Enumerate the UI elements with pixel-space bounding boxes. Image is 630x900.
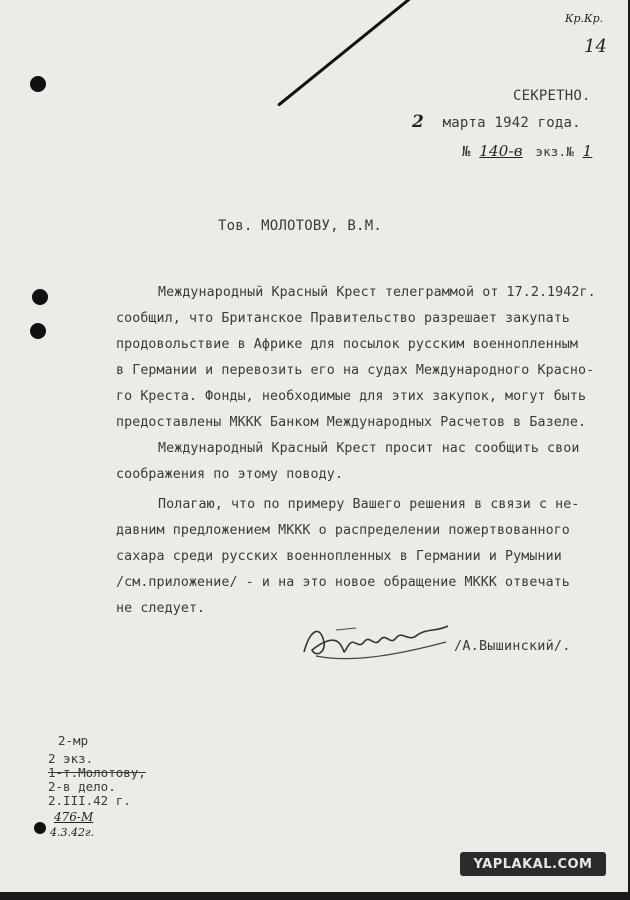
ref-copy-value: 1 bbox=[582, 142, 593, 160]
copy-recipient-2: 2-в дело. bbox=[48, 779, 116, 794]
document-date bbox=[412, 112, 581, 132]
date-rest: марта 1942 года. bbox=[442, 115, 581, 131]
classification-label: СЕКРЕТНО. bbox=[513, 88, 591, 104]
copy-recipient-1: 1-т.Молотову, bbox=[48, 765, 146, 780]
body-line: сахара среди русских военнопленных в Германии и Румынии bbox=[116, 549, 562, 564]
ref-no-label: № bbox=[462, 144, 471, 160]
body-line: сообщил, что Британское Правительство разрешает закупать bbox=[116, 311, 570, 326]
body-line: Полагаю, что по примеру Вашего решения в связи с не- bbox=[158, 497, 580, 512]
punch-hole bbox=[32, 289, 48, 305]
page-number: 14 bbox=[584, 36, 607, 57]
body-line: продовольствие в Африке для посылок русским военнопленным bbox=[116, 337, 579, 352]
reference-line bbox=[462, 142, 592, 160]
body-line: Международный Красный Крест телеграммой от 17.2.1942г. bbox=[158, 285, 596, 300]
notes-date: 2.III.42 г. bbox=[48, 793, 131, 808]
addressee: Тов. МОЛОТОВУ, В.М. bbox=[218, 218, 382, 234]
date-day: 2 bbox=[412, 112, 425, 132]
watermark-badge bbox=[460, 852, 606, 876]
body-line: /см.приложение/ - и на это новое обращение МККК отвечать bbox=[116, 575, 570, 590]
pen-stroke bbox=[277, 0, 411, 107]
typist-initials: 2-мр bbox=[58, 733, 89, 748]
watermark-text: YAPLAKAL.COM bbox=[473, 856, 593, 872]
ref-copy-label: экз.№ bbox=[535, 144, 574, 159]
body-line: не следует. bbox=[116, 601, 206, 616]
handwritten-signature bbox=[296, 612, 456, 672]
signature-name: /А.Вышинский/. bbox=[454, 638, 571, 654]
corner-mark: Кр.Кр. bbox=[565, 12, 604, 25]
body-line: в Германии и перевозить его на судах Международного Красно- bbox=[116, 363, 595, 378]
punch-hole bbox=[34, 822, 46, 834]
body-line: соображения по этому поводу. bbox=[116, 467, 343, 482]
handwritten-date: 4.3.42г. bbox=[50, 826, 95, 839]
punch-hole bbox=[30, 76, 46, 92]
handwritten-number: 476-М bbox=[54, 810, 94, 824]
body-line: давним предложением МККК о распределении пожертвованного bbox=[116, 523, 570, 538]
body-line: Международный Красный Крест просит нас сообщить свои bbox=[158, 441, 580, 456]
copies-count: 2 экз. bbox=[48, 751, 94, 766]
body-line: предоставлены МККК Банком Международных Расчетов в Базеле. bbox=[116, 415, 587, 430]
punch-hole bbox=[30, 323, 46, 339]
body-line: го Креста. Фонды, необходимые для этих закупок, могут быть bbox=[116, 389, 587, 404]
ref-no-value: 140-в bbox=[479, 142, 523, 160]
